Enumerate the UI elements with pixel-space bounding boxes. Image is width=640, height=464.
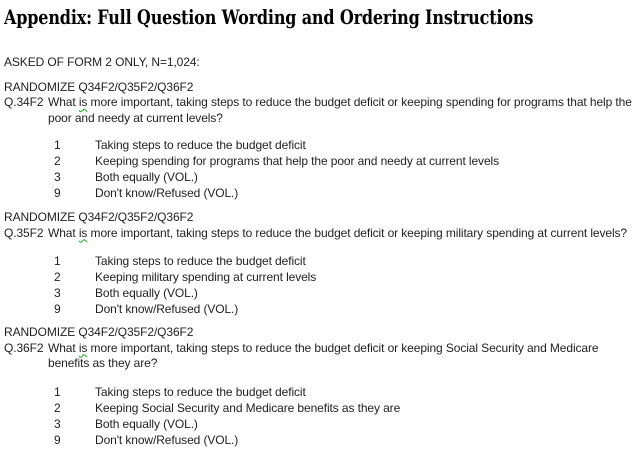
question-text-after: more important, taking steps to reduce the budget deficit or keeping military spending at current levels?: [90, 225, 628, 240]
question-text-before: What: [48, 95, 76, 109]
question-id: Q.34F2: [4, 95, 44, 109]
option-row: [54, 301, 640, 317]
option-row: [54, 384, 640, 400]
options-list: [54, 384, 640, 448]
option-label: Taking steps to reduce the budget deficit: [95, 138, 306, 152]
option-label: Don't know/Refused (VOL.): [95, 432, 239, 447]
option-label: Keeping spending for programs that help the poor and needy at current levels: [95, 154, 499, 168]
question-row: [4, 95, 640, 126]
option-code: 2: [54, 270, 61, 284]
option-code: 3: [54, 170, 61, 184]
option-row: [54, 269, 640, 285]
grammar-flagged-word: is: [78, 340, 88, 355]
question-block-q34f2: [4, 80, 640, 202]
option-label: Taking steps to reduce the budget deficit: [95, 384, 306, 399]
option-code: 1: [54, 384, 61, 399]
option-code: 3: [54, 416, 61, 431]
option-code: 9: [54, 432, 61, 447]
option-code: 1: [54, 138, 61, 152]
question-text-after: more important, taking steps to reduce the budget deficit or keeping Social Security and Medicare benefits as they are?: [48, 340, 599, 370]
option-code: 3: [54, 286, 61, 300]
option-row: [54, 253, 640, 269]
randomize-instruction: RANDOMIZE Q34F2/Q35F2/Q36F2: [4, 79, 194, 94]
question-text: [48, 95, 640, 126]
option-label: Don't know/Refused (VOL.): [95, 302, 239, 316]
option-row: [54, 169, 640, 185]
option-label: Keeping military spending at current levels: [95, 270, 317, 284]
option-code: 9: [54, 186, 61, 200]
question-text-after: more important, taking steps to reduce the budget deficit or keeping spending for programs that help the poor and needy at current levels?: [48, 95, 632, 125]
options-list: [54, 253, 640, 317]
option-code: 2: [54, 400, 61, 415]
option-code: 2: [54, 154, 61, 168]
option-row: [54, 285, 640, 301]
option-row: [54, 416, 640, 432]
randomize-instruction: RANDOMIZE Q34F2/Q35F2/Q36F2: [4, 325, 194, 339]
question-id: Q.35F2: [4, 225, 44, 240]
question-text: [48, 341, 640, 372]
option-code: 9: [54, 302, 61, 316]
grammar-flagged-word: is: [78, 225, 88, 240]
option-row: [54, 432, 640, 448]
option-row: [54, 185, 640, 201]
option-row: [54, 400, 640, 416]
options-list: [54, 137, 640, 201]
grammar-flagged-word: is: [78, 95, 88, 109]
question-row: [4, 341, 640, 372]
page-title: Appendix: Full Question Wording and Ordering Instructions: [4, 5, 534, 29]
question-text-before: What: [48, 225, 76, 240]
question-block-q36f2: [4, 325, 640, 448]
option-row: [54, 153, 640, 169]
option-label: Keeping Social Security and Medicare benefits as they are: [95, 400, 401, 415]
option-label: Taking steps to reduce the budget deficit: [95, 254, 306, 268]
asked-of-note: ASKED OF FORM 2 ONLY, N=1,024:: [4, 55, 200, 69]
question-text: [48, 226, 640, 242]
option-label: Don't know/Refused (VOL.): [95, 186, 239, 200]
option-label: Both equally (VOL.): [95, 170, 198, 184]
question-row: [4, 226, 640, 242]
question-text-before: What: [48, 340, 76, 355]
question-block-q35f2: [4, 210, 640, 317]
option-label: Both equally (VOL.): [95, 286, 198, 300]
option-code: 1: [54, 254, 61, 268]
question-id: Q.36F2: [4, 340, 44, 355]
option-row: [54, 137, 640, 153]
option-label: Both equally (VOL.): [95, 416, 198, 431]
randomize-instruction: RANDOMIZE Q34F2/Q35F2/Q36F2: [4, 210, 194, 224]
